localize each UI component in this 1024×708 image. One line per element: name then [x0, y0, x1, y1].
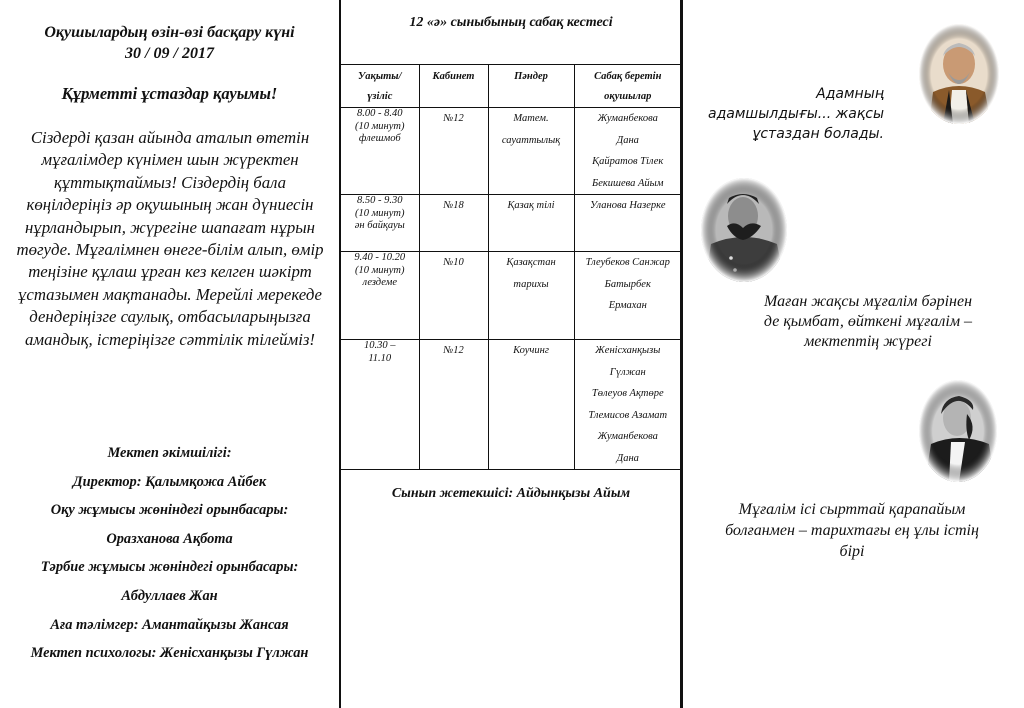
time-line: лездеме — [362, 277, 398, 288]
cell-room: №12 — [419, 340, 488, 470]
header-room: Кабинет — [419, 65, 488, 108]
quote-line: мектептің жүрегі — [804, 333, 932, 350]
header-students-line: Сабақ беретін — [594, 71, 662, 82]
student-name: Уланова Назерке — [590, 200, 666, 211]
cell-room: №12 — [419, 108, 488, 195]
student-name: Дана — [616, 452, 639, 464]
greeting-heading: Құрметті ұстаздар қауымы! — [61, 84, 278, 103]
student-name: Қайратов Тілек — [592, 156, 664, 167]
table-row — [341, 252, 681, 340]
cell-subject — [488, 108, 574, 195]
quote-line: адамшылдығы... жақсы — [708, 106, 884, 122]
quote-line: болғанмен – тарихтағы ең ұлы істің — [725, 522, 979, 539]
header-students-line: оқушылар — [604, 91, 652, 102]
cell-time — [341, 108, 419, 195]
time-line: 8.50 - 9.30 — [357, 195, 403, 206]
schedule-title: 12 «ә» сыныбының сабақ кестесі — [409, 15, 613, 30]
cell-room: №18 — [419, 195, 488, 252]
admin-upbringing-deputy-title: Тәрбие жұмысы жөніндегі орынбасары: — [40, 559, 299, 576]
student-name: Жуманбекова — [597, 113, 658, 124]
table-header-row — [341, 65, 681, 108]
subject-line: тарихы — [513, 278, 549, 290]
time-line: 11.10 — [368, 352, 392, 364]
student-name: Ермахан — [608, 300, 647, 311]
cell-students — [574, 195, 681, 252]
cell-students — [574, 252, 681, 340]
quote-abai — [684, 84, 884, 144]
event-date: 30 / 09 / 2017 — [125, 45, 214, 62]
student-name: Тлемисов Азамат — [588, 409, 668, 421]
student-name: Батырбек — [604, 278, 651, 290]
schedule-panel — [339, 0, 683, 708]
quote-line: бірі — [839, 543, 865, 560]
student-name: Жуманбекова — [597, 431, 658, 442]
admin-director: Директор: Қалымқожа Айбек — [72, 473, 267, 490]
cell-subject — [488, 340, 574, 470]
time-line: флешмоб — [358, 133, 401, 144]
event-title-text: Оқушылардың өзін-өзі басқару күні — [44, 24, 295, 41]
table-row — [341, 340, 681, 470]
portrait-ushinsky-icon — [919, 380, 997, 482]
quote-line: Мұғалім ісі сырттай қарапайым — [738, 501, 966, 518]
admin-senior-mentor: Аға тәлімгер: Амантайқызы Жансая — [50, 616, 289, 633]
time-line: 8.00 - 8.40 — [357, 108, 403, 119]
subject-line: сауаттылық — [501, 134, 561, 146]
portrait-altynsarin-drawing — [701, 178, 787, 282]
cell-students — [574, 108, 681, 195]
time-line: (10 минут) — [354, 264, 405, 276]
cell-time — [341, 252, 419, 340]
portrait-abai-icon — [919, 24, 999, 124]
admin-academic-deputy-title: Оқу жұмысы жөніндегі орынбасары: — [50, 502, 289, 519]
quotes-panel — [683, 0, 1024, 708]
quote-line: Маған жақсы мұғалім бәрінен — [763, 293, 973, 310]
admin-upbringing-deputy-name: Абдуллаев Жан — [121, 587, 218, 604]
student-name: Тлеубеков Санжар — [585, 257, 670, 268]
time-line: (10 минут) — [354, 120, 405, 132]
subject-line: Қазақстан — [506, 257, 556, 268]
student-name: Бекишева Айым — [592, 177, 664, 189]
class-teacher: Сынып жетекшісі: Айдынқызы Айым — [391, 486, 631, 501]
quote-line: Адамның — [816, 86, 884, 102]
event-title — [0, 22, 339, 64]
header-students — [574, 65, 681, 108]
time-line: (10 минут) — [354, 207, 405, 219]
header-time-line: үзіліс — [367, 91, 393, 102]
cell-subject — [488, 252, 574, 340]
student-name: Женісханқызы — [595, 345, 661, 356]
header-time — [341, 65, 419, 108]
subject-line: Матем. — [513, 113, 549, 124]
table-row — [341, 195, 681, 252]
subject-line: Коучинг — [513, 345, 549, 356]
school-administration — [0, 443, 339, 672]
quote-ushinsky — [687, 499, 1017, 562]
subject-line: Қазақ тілі — [507, 200, 555, 211]
cell-room: №10 — [419, 252, 488, 340]
quote-altynsarin — [723, 292, 1013, 352]
student-name: Гүлжан — [609, 366, 646, 378]
quote-line: ұстаздан болады. — [752, 126, 884, 142]
time-line: 9.40 - 10.20 — [354, 252, 406, 263]
portrait-abai-drawing — [919, 24, 999, 124]
congratulation-message: Сіздерді қазан айында аталып өтетін мұғалімдер күнімен шын жүректен құттықтаймыз! Сіздердің бала көңілдеріңіз әр оқушының жан дүниесін нұрландырып, жүрегіне шапағат нұрын төгуде. Мұғалімнен өнеге-білім алып, өмір теңізіне құлаш ұрған кез келген шәкірт ұстазымен мақтанады. Мерейлі мерекеде дендеріңізге саулық, отбасыларыңызға амандық, істеріңізге сәттілік тілейміз! — [16, 128, 324, 349]
table-row — [341, 108, 681, 195]
header-time-line: Уақыты/ — [357, 71, 402, 82]
student-name: Төлеуов Ақтөре — [591, 388, 664, 399]
time-line: ән байқауы — [354, 220, 405, 231]
schedule-table — [341, 64, 681, 470]
portrait-ushinsky-drawing — [919, 380, 997, 482]
left-panel — [0, 0, 339, 708]
admin-psychologist: Мектеп психологы: Женісханқызы Гүлжан — [30, 645, 309, 662]
cell-students — [574, 340, 681, 470]
cell-subject — [488, 195, 574, 252]
quote-line: де қымбат, өйткені мұғалім – — [763, 313, 973, 330]
time-line: 10.30 – — [364, 340, 396, 351]
portrait-altynsarin-icon — [701, 178, 787, 282]
admin-heading: Мектеп әкімшілігі: — [107, 445, 232, 461]
cell-time — [341, 195, 419, 252]
header-subject: Пәндер — [488, 65, 574, 108]
cell-time — [341, 340, 419, 470]
student-name: Дана — [616, 134, 639, 146]
admin-academic-deputy-name: Оразханова Ақбота — [106, 530, 233, 547]
